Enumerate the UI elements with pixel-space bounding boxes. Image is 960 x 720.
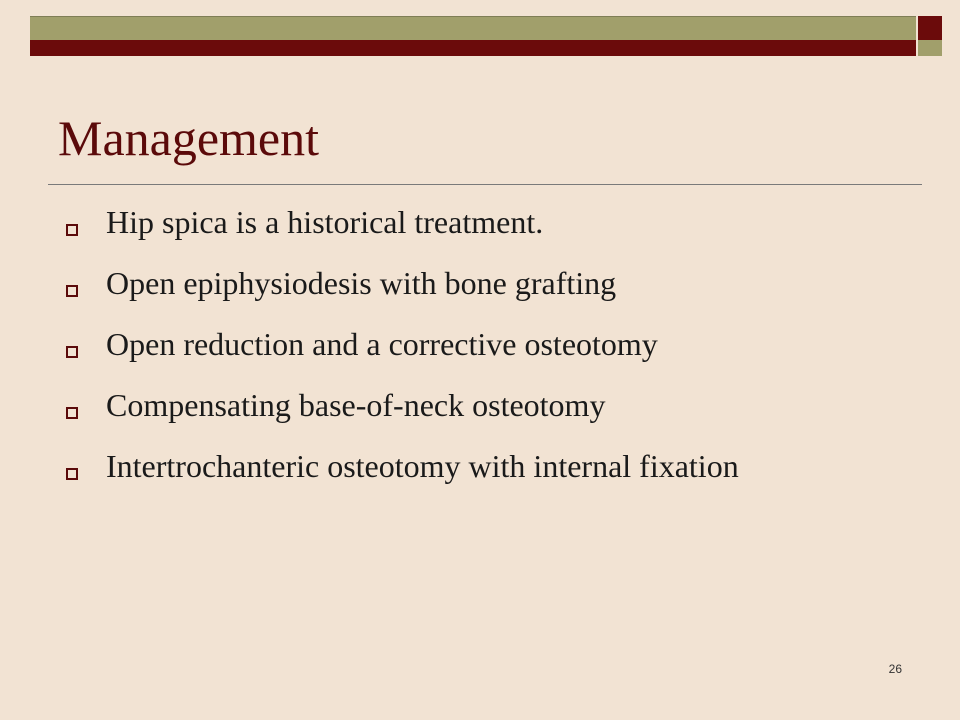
top-decorative-band xyxy=(30,16,916,56)
list-item xyxy=(64,446,924,486)
list-item xyxy=(64,324,924,364)
bullet-text: Hip spica is a historical treatment. xyxy=(106,204,544,240)
title-divider xyxy=(48,184,922,185)
hollow-square-icon xyxy=(66,224,78,236)
hollow-square-icon xyxy=(66,285,78,297)
band-maroon-stripe xyxy=(30,40,916,56)
hollow-square-icon xyxy=(66,407,78,419)
hollow-square-icon xyxy=(66,468,78,480)
list-item xyxy=(64,263,924,303)
list-item xyxy=(64,202,924,242)
bullet-list xyxy=(64,202,924,507)
list-item xyxy=(64,385,924,425)
bullet-text: Compensating base-of-neck osteotomy xyxy=(106,387,606,423)
page-number: 26 xyxy=(888,662,902,676)
slide-title: Management xyxy=(58,110,320,166)
corner-olive-square xyxy=(918,40,942,56)
band-olive-stripe xyxy=(30,16,916,41)
corner-maroon-square xyxy=(918,16,942,40)
hollow-square-icon xyxy=(66,346,78,358)
bullet-text: Intertrochanteric osteotomy with internal fixation xyxy=(106,448,739,484)
bullet-text: Open epiphysiodesis with bone grafting xyxy=(106,265,617,301)
bullet-text: Open reduction and a corrective osteotomy xyxy=(106,326,658,362)
